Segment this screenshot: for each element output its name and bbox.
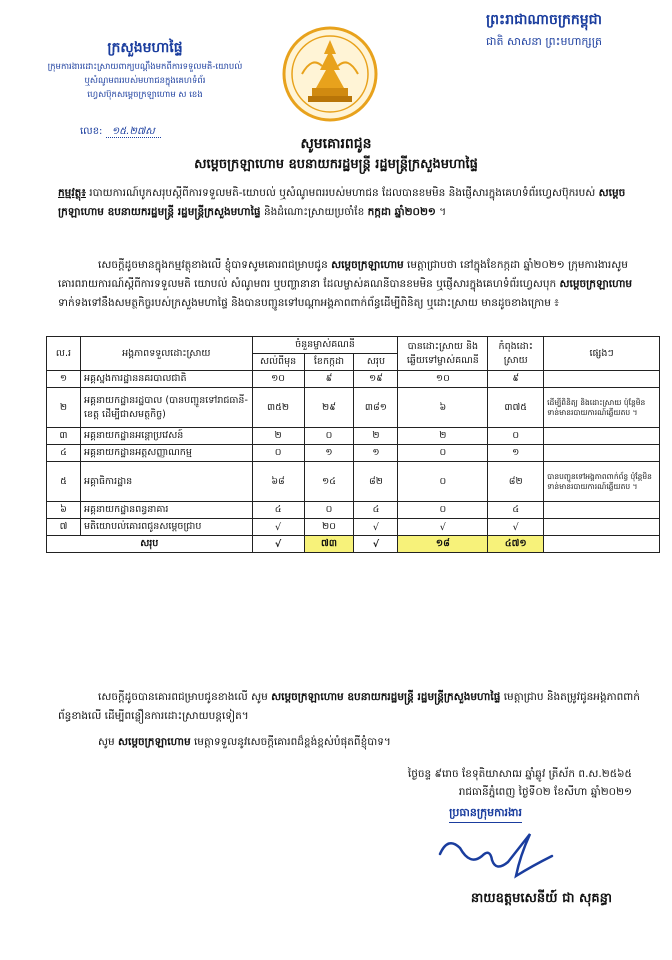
subject-text-a: របាយការណ៍បូកសរុបស្ដីពីការទទួលមតិ-យោបល់ ឬសំណូមពររបស់មហាជន ដែលបានខមមិន និងផ្ញើសារក្នុងគេហទំព័រហ្វេសប៊ុករបស់	[85, 187, 599, 199]
para1-name: សម្ដេចក្រឡាហោម	[331, 259, 404, 271]
committee-line-3: ហ្វេសប៊ុកសម្ដេចក្រឡាហោម ស ខេង	[87, 90, 203, 100]
cell-no: ៦	[47, 502, 81, 519]
cell-no: ២	[47, 388, 81, 428]
cell-month: ៩	[304, 371, 354, 388]
kingdom-name: ព្រះរាជាណាចក្រកម្ពុជា	[485, 12, 602, 28]
cell-note	[544, 502, 660, 519]
table-body	[47, 371, 660, 553]
table-total-row	[47, 536, 660, 553]
recipient: សម្ដេចក្រឡាហោម ឧបនាយករដ្ឋមន្ត្រី រដ្ឋមន្ត្រីក្រសួងមហាផ្ទៃ	[194, 157, 478, 172]
table-row	[47, 502, 660, 519]
header-no: ល.រ	[47, 337, 81, 371]
cell-no: ៣	[47, 428, 81, 445]
para2-name: សម្ដេចក្រឡាហោម ឧបនាយករដ្ឋមន្ត្រី រដ្ឋមន្ត្រីក្រសួងមហាផ្ទៃ	[271, 691, 501, 703]
cell-pending: ៨២	[488, 462, 544, 502]
solar-date: រាជធានីភ្នំពេញ ថ្ងៃទី០២ ខែសីហា ឆ្នាំ២០២១	[458, 786, 632, 798]
lunar-date: ថ្ងៃចន្ទ ៩រោច ខែទុតិយាសាឍ ឆ្នាំឆ្លូវ ត្រីស័ក ព.ស.២៥៦៥	[407, 768, 632, 780]
para1-text-c: ទាក់ទងទៅនឹងសមត្ថកិច្ចរបស់ក្រសួងមហាផ្ទៃ និងបានបញ្ជូនទៅបណ្ដាអង្គភាពពាក់ព័ន្ធដើម្បីពិនិត្យ ឬដោះស្រាយ មានដូចខាងក្រោម ៖	[58, 297, 559, 309]
cell-pending: √	[488, 519, 544, 536]
closing-paragraph	[58, 736, 648, 751]
subject-paragraph	[58, 184, 638, 222]
cell-unit: អគ្គនាយកដ្ឋានរដ្ឋបាល (បានបញ្ជូនទៅរាជធានី-ខេត្ត ដើម្បីជាសមត្ថកិច្ច)	[80, 388, 252, 428]
cell-note	[544, 428, 660, 445]
body-paragraph-1	[58, 256, 638, 313]
para1-text-a: សេចក្ដីដូចមានក្នុងកម្មវត្ថុខាងលើ ខ្ញុំបាទសូមគោរពជម្រាបជូន	[98, 259, 332, 271]
total-month: ៧៣	[304, 536, 354, 553]
header-pending: កំពុងដោះស្រាយ	[488, 337, 544, 371]
committee-line-2: ឬសំណូមពររបស់មហាជនក្នុងគេហទំព័រ	[84, 76, 206, 86]
cell-prev: ២	[252, 428, 304, 445]
table-row	[47, 445, 660, 462]
header-sum: សរុប	[354, 354, 398, 371]
national-motto: ជាតិ សាសនា ព្រះមហាក្សត្រ	[486, 35, 602, 48]
cell-pending: ៩	[488, 371, 544, 388]
cell-resolved: ០	[398, 445, 488, 462]
header-unit: អង្គភាពទទួលដោះស្រាយ	[80, 337, 252, 371]
report-table	[46, 336, 660, 553]
cell-unit: អគ្គនាយកដ្ឋានអត្តសញ្ញាណកម្ម	[80, 445, 252, 462]
cell-note	[544, 371, 660, 388]
cell-unit: អគ្គាធិការដ្ឋាន	[80, 462, 252, 502]
cell-month: ១៤	[304, 462, 354, 502]
total-note	[544, 536, 660, 553]
ministry-name: ក្រសួងមហាផ្ទៃ	[107, 40, 183, 56]
total-pending: ៤៧១	[488, 536, 544, 553]
cell-no: ៧	[47, 519, 81, 536]
para1-text-b: មេត្តាជ្រាបថា នៅក្នុងខែកក្កដា ឆ្នាំ២០២១ ក្រុមការងារសូមគោរពរាយការណ៍ស្ដីពីការទទួលមតិ យោបល់ សំណូមពរ ឬបញ្ហានានា ដែលម្ចាស់គណនីបានខមមិន ឬផ្ញើសារក្នុងគេហទំព័រហ្វេសបុក	[58, 259, 628, 290]
cell-resolved: ០	[398, 462, 488, 502]
cell-sum: ៤	[354, 502, 398, 519]
subject-label: កម្មវត្ថុ៖	[58, 187, 86, 199]
cell-prev: ៤	[252, 502, 304, 519]
cell-resolved: ២	[398, 428, 488, 445]
para3-text-a: សូម	[98, 736, 119, 748]
table-row	[47, 462, 660, 502]
ministry-header	[40, 38, 250, 101]
cell-prev: ៣៥២	[252, 388, 304, 428]
subject-text-c: ។	[435, 206, 447, 218]
cell-unit: មតិយោបល់គោរពជូនសម្ដេចជ្រាប	[80, 519, 252, 536]
total-sum: √	[354, 536, 398, 553]
cell-prev: √	[252, 519, 304, 536]
cell-note	[544, 445, 660, 462]
header-resolved: បានដោះស្រាយ និងឆ្លើយទៅម្ចាស់គណនី	[398, 337, 488, 371]
cell-sum: √	[354, 519, 398, 536]
cell-prev: ៦៨	[252, 462, 304, 502]
cell-note	[544, 519, 660, 536]
signer-title: ប្រធានក្រុមការងារ	[449, 806, 522, 823]
body-paragraph-2	[58, 688, 648, 726]
table-row	[47, 428, 660, 445]
table-row	[47, 519, 660, 536]
cell-prev: ០	[252, 445, 304, 462]
total-prev: √	[252, 536, 304, 553]
signer-name: នាយឧត្ដមសេនីយ៍ ជា សុគន្ធា	[470, 891, 612, 906]
ministry-emblem-icon	[282, 26, 378, 122]
cell-prev: ១០	[252, 371, 304, 388]
cell-no: ៤	[47, 445, 81, 462]
cell-note: ដើម្បីពិនិត្យ និងដោះស្រាយ ប៉ុន្តែមិនទាន់មានរបាយការណ៍ឆ្លើយតប ។	[544, 388, 660, 428]
para2-text-a: សេចក្ដីដូចបានគោរពជម្រាបជូនខាងលើ សូម	[98, 691, 272, 703]
cell-no: ១	[47, 371, 81, 388]
subject-month: កក្កដា ឆ្នាំ២០២១	[367, 206, 436, 218]
cell-pending: ៣៧៥	[488, 388, 544, 428]
cell-sum: ៨២	[354, 462, 398, 502]
para1-name2: សម្ដេចក្រឡាហោម	[559, 278, 633, 290]
para2-text-b: មេត្តាជ្រាប និងតម្រូវជូនអង្គភាពពាក់ព័ន្ធខាងលើ ដើម្បីពន្លឿនការដោះស្រាយបន្តទៀត។	[58, 691, 640, 722]
header-other: ផ្សេងៗ	[544, 337, 660, 371]
cell-month: ១	[304, 445, 354, 462]
cell-unit: អគ្គនាយកដ្ឋានពន្ធនាគារ	[80, 502, 252, 519]
header-accounts: ចំនួនម្ចាស់គណនី	[252, 337, 398, 354]
cell-resolved: ៦	[398, 388, 488, 428]
cell-unit: អគ្គនាយកដ្ឋានអន្តោប្រវេសន៍	[80, 428, 252, 445]
cell-sum: ៣៨១	[354, 388, 398, 428]
subject-name: សម្ដេចក្រឡាហោម ឧបនាយករដ្ឋមន្ត្រី រដ្ឋមន្ត្រីក្រសួងមហាផ្ទៃ	[58, 187, 626, 218]
cell-month: ២០	[304, 519, 354, 536]
cell-month: ០	[304, 502, 354, 519]
cell-month: ២៩	[304, 388, 354, 428]
cell-month: ០	[304, 428, 354, 445]
table-row	[47, 388, 660, 428]
cell-sum: ១	[354, 445, 398, 462]
reference-value: ១៥.២៧ស	[106, 126, 161, 138]
cell-sum: ២	[354, 428, 398, 445]
signature-icon	[420, 826, 570, 886]
cell-note: បានបញ្ជូនទៅអង្គភាពពាក់ព័ន្ធ ប៉ុន្តែមិនទាន់មានរបាយការណ៍ឆ្លើយតប ។	[544, 462, 660, 502]
cell-resolved: √	[398, 519, 488, 536]
committee-line-1: ក្រុមការងារដោះស្រាយពាក្យបណ្ដឹងមកពីការទទួលមតិ-យោបល់	[47, 62, 243, 72]
cell-sum: ១៩	[354, 371, 398, 388]
para3-text-b: មេត្តាទទួលនូវសេចក្ដីគោរពដ៏ខ្ពង់ខ្ពស់បំផុតពីខ្ញុំបាទ។	[190, 736, 391, 748]
salutation: សូមគោរពជូន	[300, 136, 372, 152]
header-month: ខែកក្កដា	[304, 354, 354, 371]
cell-pending: ១	[488, 445, 544, 462]
cell-unit: អគ្គស្នងការដ្ឋាននគរបាលជាតិ	[80, 371, 252, 388]
total-label: សរុប	[47, 536, 253, 553]
cell-pending: ០	[488, 428, 544, 445]
para3-name: សម្ដេចក្រឡាហោម	[118, 736, 191, 748]
cell-resolved: ១០	[398, 371, 488, 388]
kingdom-header	[444, 10, 644, 51]
total-resolved: ១៨	[398, 536, 488, 553]
subject-text-b: និងដំណោះស្រាយប្រចាំខែ	[260, 206, 368, 218]
cell-pending: ៤	[488, 502, 544, 519]
table-row	[47, 371, 660, 388]
header-prev: សល់ពីមុន	[252, 354, 304, 371]
cell-no: ៥	[47, 462, 81, 502]
cell-resolved: ០	[398, 502, 488, 519]
reference-label: លេខ:	[80, 126, 103, 137]
